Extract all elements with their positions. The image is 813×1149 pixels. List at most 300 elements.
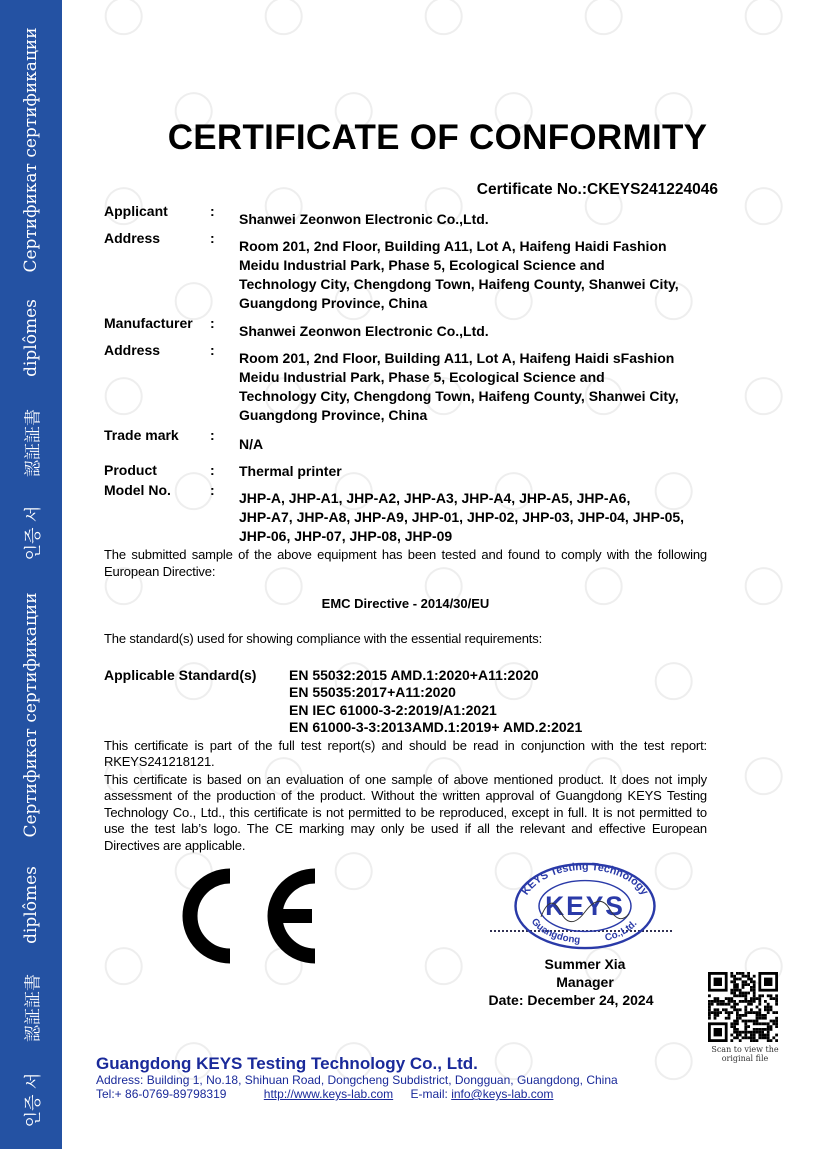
qr-module xyxy=(758,1034,761,1037)
qr-module xyxy=(770,994,773,997)
qr-module xyxy=(770,1025,773,1028)
qr-module xyxy=(756,1022,759,1025)
qr-module xyxy=(742,972,745,975)
ce-mark-logo xyxy=(160,866,330,966)
qr-module xyxy=(747,1031,750,1034)
qr-module xyxy=(730,1022,733,1025)
field-value-line: Thermal printer xyxy=(239,463,342,479)
field-colon: : xyxy=(210,342,215,358)
qr-module xyxy=(708,1003,711,1006)
field-value xyxy=(239,322,489,341)
qr-module xyxy=(753,1031,756,1034)
qr-module xyxy=(750,1008,753,1011)
qr-module xyxy=(744,1011,747,1014)
standards-list xyxy=(289,667,582,737)
qr-module xyxy=(739,972,742,975)
qr-module xyxy=(744,975,747,978)
qr-module xyxy=(753,989,756,992)
qr-finder xyxy=(714,978,722,986)
submitted-text: The submitted sample of the above equipment has been tested and found to comply with the following European Directive: xyxy=(104,547,707,579)
qr-module xyxy=(767,1031,770,1034)
qr-module xyxy=(733,989,736,992)
qr-module xyxy=(714,997,717,1000)
qr-module xyxy=(728,1011,731,1014)
qr-module xyxy=(744,1025,747,1028)
standards-row xyxy=(104,667,707,737)
qr-module xyxy=(750,1020,753,1023)
qr-module xyxy=(733,1031,736,1034)
qr-module xyxy=(753,983,756,986)
qr-module xyxy=(716,1000,719,1003)
qr-module xyxy=(756,1039,759,1042)
qr-module xyxy=(747,975,750,978)
qr-module xyxy=(756,1014,759,1017)
qr-module xyxy=(733,1006,736,1009)
sidebar-text: 인증 서 xyxy=(23,1072,44,1128)
footer-contact xyxy=(96,1087,553,1101)
qr-module xyxy=(747,1036,750,1039)
field-value xyxy=(239,237,679,313)
qr-module xyxy=(750,1000,753,1003)
qr-module xyxy=(758,1028,761,1031)
qr-module xyxy=(772,1011,775,1014)
qr-module xyxy=(750,978,753,981)
qr-module xyxy=(722,1003,725,1006)
signatory-title: Manager xyxy=(556,974,614,990)
field-label: Model No. xyxy=(104,482,171,498)
qr-module xyxy=(764,1036,767,1039)
footer-tel: Tel:+ 86-0769-89798319 xyxy=(96,1087,227,1101)
qr-module xyxy=(764,1006,767,1009)
qr-module xyxy=(767,1039,770,1042)
qr-module xyxy=(761,1034,764,1037)
qr-module xyxy=(764,1017,767,1020)
qr-module xyxy=(750,989,753,992)
qr-module xyxy=(744,983,747,986)
qr-module xyxy=(739,1031,742,1034)
qr-module xyxy=(747,1003,750,1006)
qr-module xyxy=(736,1017,739,1020)
qr-module xyxy=(708,1017,711,1020)
page-title: CERTIFICATE OF CONFORMITY xyxy=(167,118,708,157)
qr-module xyxy=(728,1014,731,1017)
qr-module xyxy=(739,1039,742,1042)
qr-module xyxy=(756,1031,759,1034)
qr-module xyxy=(739,1008,742,1011)
qr-module xyxy=(739,992,742,995)
qr-finder xyxy=(764,978,772,986)
qr-module xyxy=(764,1028,767,1031)
qr-module xyxy=(753,1022,756,1025)
qr-module xyxy=(747,978,750,981)
qr-module xyxy=(733,1008,736,1011)
qr-module xyxy=(733,1020,736,1023)
qr-module xyxy=(730,1039,733,1042)
qr-module xyxy=(750,1039,753,1042)
qr-module xyxy=(736,983,739,986)
qr-module xyxy=(775,1003,778,1006)
qr-module xyxy=(736,1036,739,1039)
qr-module xyxy=(733,1000,736,1003)
qr-code[interactable] xyxy=(708,972,778,1042)
qr-module xyxy=(733,1028,736,1031)
qr-module xyxy=(742,1036,745,1039)
qr-caption: Scan to view the original file xyxy=(711,1045,779,1063)
field-label: Address xyxy=(104,230,161,246)
qr-module xyxy=(775,1022,778,1025)
field-colon: : xyxy=(210,230,215,246)
qr-module xyxy=(736,1028,739,1031)
qr-module xyxy=(733,980,736,983)
qr-module xyxy=(742,992,745,995)
qr-module xyxy=(775,997,778,1000)
qr-module xyxy=(747,983,750,986)
field-label: Applicant xyxy=(104,203,168,219)
qr-module xyxy=(733,978,736,981)
qr-module xyxy=(753,1034,756,1037)
qr-module xyxy=(750,1011,753,1014)
sidebar-text: Сертификат сертификации xyxy=(21,27,41,273)
qr-module xyxy=(725,1011,728,1014)
qr-module xyxy=(744,1034,747,1037)
qr-module xyxy=(716,997,719,1000)
qr-module xyxy=(772,1022,775,1025)
qr-module xyxy=(711,1011,714,1014)
qr-module xyxy=(750,1034,753,1037)
qr-module xyxy=(756,1028,759,1031)
field-colon: : xyxy=(210,203,215,219)
qr-module xyxy=(739,989,742,992)
qr-module xyxy=(730,997,733,1000)
disclaimer-text: This certificate is based on an evaluation of one sample of above mentioned product. It does not imply assessment of the production of the product. Without the written approval of Guangdong KEYS Testing Technology Co., Ltd., this certificate is not permitted to be reproduced, except in full. It is not permitted to use the test lab’s logo. The CE marking may only be used if all the relevant and effective European Directives are applicable. xyxy=(104,771,707,853)
qr-module xyxy=(711,1000,714,1003)
qr-module xyxy=(767,1022,770,1025)
qr-module xyxy=(714,1000,717,1003)
qr-module xyxy=(775,1000,778,1003)
field-colon: : xyxy=(210,462,215,478)
stamp-center-text: KEYS xyxy=(545,890,625,921)
field-value-line: Guangdong Province, China xyxy=(239,295,428,311)
field-value-line: Technology City, Chengdong Town, Haifeng County, Shanwei City, xyxy=(239,276,679,292)
qr-module xyxy=(736,1034,739,1037)
qr-module xyxy=(719,1003,722,1006)
qr-module xyxy=(753,992,756,995)
qr-module xyxy=(728,1003,731,1006)
qr-module xyxy=(744,994,747,997)
qr-module xyxy=(739,978,742,981)
qr-module xyxy=(744,980,747,983)
qr-module xyxy=(767,1028,770,1031)
sidebar-text: diplômes xyxy=(21,299,41,377)
qr-module xyxy=(750,980,753,983)
qr-module xyxy=(736,972,739,975)
qr-module xyxy=(761,1017,764,1020)
field-value-line: Meidu Industrial Park, Phase 5, Ecological Science and xyxy=(239,369,605,385)
qr-module xyxy=(744,997,747,1000)
field-label: Trade mark xyxy=(104,427,179,443)
sidebar-text: Сертификат сертификации xyxy=(21,592,41,838)
sidebar-text: diplômes xyxy=(21,866,41,944)
qr-module xyxy=(730,1000,733,1003)
qr-module xyxy=(758,994,761,997)
qr-module xyxy=(733,992,736,995)
field-colon: : xyxy=(210,427,215,443)
qr-module xyxy=(716,1014,719,1017)
qr-module xyxy=(775,1025,778,1028)
qr-module xyxy=(767,1034,770,1037)
field-value-line: Guangdong Province, China xyxy=(239,407,428,423)
qr-module xyxy=(750,997,753,1000)
qr-module xyxy=(733,1025,736,1028)
qr-module xyxy=(770,1006,773,1009)
field-label: Product xyxy=(104,462,157,478)
qr-module xyxy=(770,1008,773,1011)
qr-module xyxy=(739,1034,742,1037)
field-label: Manufacturer xyxy=(104,315,193,331)
qr-module xyxy=(756,997,759,1000)
qr-module xyxy=(767,1025,770,1028)
qr-module xyxy=(722,1000,725,1003)
qr-module xyxy=(758,1003,761,1006)
qr-module xyxy=(736,1031,739,1034)
qr-module xyxy=(767,1006,770,1009)
qr-module xyxy=(714,1008,717,1011)
report-text: This certificate is part of the full test report(s) and should be read in conjunction with the test report: RKEYS241218121. xyxy=(104,737,707,769)
field-value xyxy=(239,210,489,229)
qr-finder xyxy=(714,1028,722,1036)
qr-module xyxy=(733,983,736,986)
qr-module xyxy=(767,1036,770,1039)
qr-module xyxy=(739,1014,742,1017)
qr-module xyxy=(708,1000,711,1003)
qr-module xyxy=(719,1011,722,1014)
qr-module xyxy=(730,975,733,978)
qr-module xyxy=(744,1022,747,1025)
field-value xyxy=(239,462,342,481)
field-value-line: Shanwei Zeonwon Electronic Co.,Ltd. xyxy=(239,323,489,339)
certificate-body xyxy=(104,547,707,854)
field-value-line: Room 201, 2nd Floor, Building A11, Lot A, Haifeng Haidi Fashion xyxy=(239,238,667,254)
qr-module xyxy=(753,1000,756,1003)
qr-module xyxy=(767,1003,770,1006)
qr-module xyxy=(733,1022,736,1025)
qr-module xyxy=(733,1036,736,1039)
qr-module xyxy=(753,1028,756,1031)
qr-module xyxy=(744,1006,747,1009)
qr-module xyxy=(750,986,753,989)
qr-module xyxy=(758,1036,761,1039)
qr-module xyxy=(744,992,747,995)
directive: EMC Directive - 2014/30/EU xyxy=(321,596,490,611)
email-link[interactable]: info@keys-lab.com xyxy=(451,1087,554,1101)
field-value xyxy=(239,349,679,425)
qr-module xyxy=(753,975,756,978)
qr-module xyxy=(747,992,750,995)
qr-module xyxy=(764,1008,767,1011)
qr-module xyxy=(736,994,739,997)
stamp-bottom-text: Guangdong xyxy=(528,916,581,947)
qr-module xyxy=(725,1017,728,1020)
field-colon: : xyxy=(210,315,215,331)
qr-module xyxy=(753,994,756,997)
qr-module xyxy=(747,1020,750,1023)
qr-module xyxy=(742,994,745,997)
qr-module xyxy=(758,1017,761,1020)
qr-module xyxy=(739,994,742,997)
qr-module xyxy=(728,1017,731,1020)
qr-module xyxy=(742,975,745,978)
qr-module xyxy=(775,1020,778,1023)
qr-module xyxy=(761,994,764,997)
field-value xyxy=(239,435,263,454)
standard-item: EN 55032:2015 AMD.1:2020+A11:2020 xyxy=(289,666,539,683)
qr-module xyxy=(761,1036,764,1039)
qr-module xyxy=(730,989,733,992)
qr-module xyxy=(747,972,750,975)
qr-module xyxy=(761,1014,764,1017)
qr-module xyxy=(770,1020,773,1023)
qr-module xyxy=(742,1014,745,1017)
qr-module xyxy=(758,1022,761,1025)
field-value xyxy=(239,489,684,546)
sidebar-text: 認証証書 xyxy=(23,974,44,1042)
qr-module xyxy=(775,1011,778,1014)
qr-module xyxy=(753,986,756,989)
qr-module xyxy=(767,1011,770,1014)
standard-item: EN 55035:2017+A11:2020 xyxy=(289,684,456,700)
certificate-number: Certificate No.:CKEYS241224046 xyxy=(476,181,718,198)
qr-module xyxy=(756,1020,759,1023)
website-link[interactable]: http://www.keys-lab.com xyxy=(263,1087,394,1101)
qr-module xyxy=(708,1011,711,1014)
qr-module xyxy=(770,1039,773,1042)
sidebar-band xyxy=(0,0,62,1149)
qr-module xyxy=(758,1011,761,1014)
qr-module xyxy=(725,1003,728,1006)
qr-module xyxy=(708,1008,711,1011)
qr-module xyxy=(722,1008,725,1011)
qr-module xyxy=(770,1028,773,1031)
qr-module xyxy=(733,994,736,997)
field-label: Address xyxy=(104,342,161,358)
qr-module xyxy=(736,1014,739,1017)
qr-module xyxy=(753,1020,756,1023)
qr-module xyxy=(733,986,736,989)
qr-module xyxy=(728,1000,731,1003)
qr-module xyxy=(758,1000,761,1003)
field-value-line: Room 201, 2nd Floor, Building A11, Lot A, Haifeng Haidi sFashion xyxy=(239,350,675,366)
qr-module xyxy=(742,1000,745,1003)
qr-module xyxy=(708,994,711,997)
qr-module xyxy=(747,1011,750,1014)
qr-module xyxy=(747,1000,750,1003)
stamp-right-text: Co.,Ltd. xyxy=(603,918,640,944)
qr-module xyxy=(714,1017,717,1020)
qr-module xyxy=(744,1020,747,1023)
qr-module xyxy=(742,1031,745,1034)
stamp-top-text: KEYS Testing Technology xyxy=(519,860,651,898)
qr-module xyxy=(772,1036,775,1039)
qr-module xyxy=(744,1028,747,1031)
qr-module xyxy=(742,980,745,983)
qr-module xyxy=(775,1017,778,1020)
qr-module xyxy=(730,1011,733,1014)
qr-module xyxy=(733,975,736,978)
qr-module xyxy=(730,980,733,983)
field-value-line: Shanwei Zeonwon Electronic Co.,Ltd. xyxy=(239,211,489,227)
field-value-line: JHP-A7, JHP-A8, JHP-A9, JHP-01, JHP-02, JHP-03, JHP-04, JHP-05, xyxy=(239,509,685,525)
qr-module xyxy=(714,1014,717,1017)
qr-module xyxy=(758,1031,761,1034)
qr-module xyxy=(716,1003,719,1006)
field-value-line: Technology City, Chengdong Town, Haifeng County, Shanwei City, xyxy=(239,388,679,404)
qr-module xyxy=(753,1011,756,1014)
qr-module xyxy=(730,992,733,995)
qr-module xyxy=(756,1017,759,1020)
standards-label: Applicable Standard(s) xyxy=(104,666,257,683)
footer-company-name: Guangdong KEYS Testing Technology Co., Ltd. xyxy=(96,1054,478,1073)
qr-module xyxy=(756,1011,759,1014)
qr-module xyxy=(753,997,756,1000)
qr-module xyxy=(764,1000,767,1003)
qr-module xyxy=(736,1003,739,1006)
qr-module xyxy=(742,1020,745,1023)
qr-module xyxy=(730,1006,733,1009)
qr-module xyxy=(753,980,756,983)
qr-module xyxy=(736,989,739,992)
qr-module xyxy=(708,1014,711,1017)
qr-module xyxy=(764,1034,767,1037)
field-value-line: Meidu Industrial Park, Phase 5, Ecological Science and xyxy=(239,257,605,273)
signature-date: Date: December 24, 2024 xyxy=(488,992,654,1008)
qr-module xyxy=(744,1031,747,1034)
qr-module xyxy=(767,994,770,997)
standard-item: EN 61000-3-3:2013AMD.1:2019+ AMD.2:2021 xyxy=(289,719,583,735)
qr-module xyxy=(753,1039,756,1042)
field-value-line: N/A xyxy=(239,436,264,452)
qr-module xyxy=(730,1034,733,1037)
qr-module xyxy=(725,1008,728,1011)
qr-module xyxy=(764,1014,767,1017)
qr-module xyxy=(728,997,731,1000)
qr-module xyxy=(772,997,775,1000)
qr-module xyxy=(770,997,773,1000)
qr-module xyxy=(756,1006,759,1009)
signatory-name: Summer Xia xyxy=(544,956,626,972)
qr-module xyxy=(733,1003,736,1006)
field-value-line: JHP-A, JHP-A1, JHP-A2, JHP-A3, JHP-A4, JHP-A5, JHP-A6, xyxy=(239,490,631,506)
qr-module xyxy=(767,1008,770,1011)
qr-module xyxy=(758,997,761,1000)
qr-module xyxy=(711,1003,714,1006)
qr-module xyxy=(739,1000,742,1003)
qr-module xyxy=(742,983,745,986)
sidebar-text: 認証証書 xyxy=(23,409,44,477)
qr-module xyxy=(719,1000,722,1003)
standards-intro: The standard(s) used for showing compliance with the essential requirements: xyxy=(104,631,543,646)
qr-module xyxy=(739,1017,742,1020)
qr-module xyxy=(725,997,728,1000)
footer-address: Address: Building 1, No.18, Shihuan Road, Dongcheng Subdistrict, Dongguan, Guangdong, China xyxy=(96,1073,618,1087)
qr-module xyxy=(744,1036,747,1039)
qr-module xyxy=(714,1011,717,1014)
qr-module xyxy=(716,1011,719,1014)
qr-module xyxy=(744,1008,747,1011)
field-colon: : xyxy=(210,482,215,498)
qr-module xyxy=(775,1039,778,1042)
company-stamp xyxy=(510,860,660,952)
qr-module xyxy=(775,994,778,997)
